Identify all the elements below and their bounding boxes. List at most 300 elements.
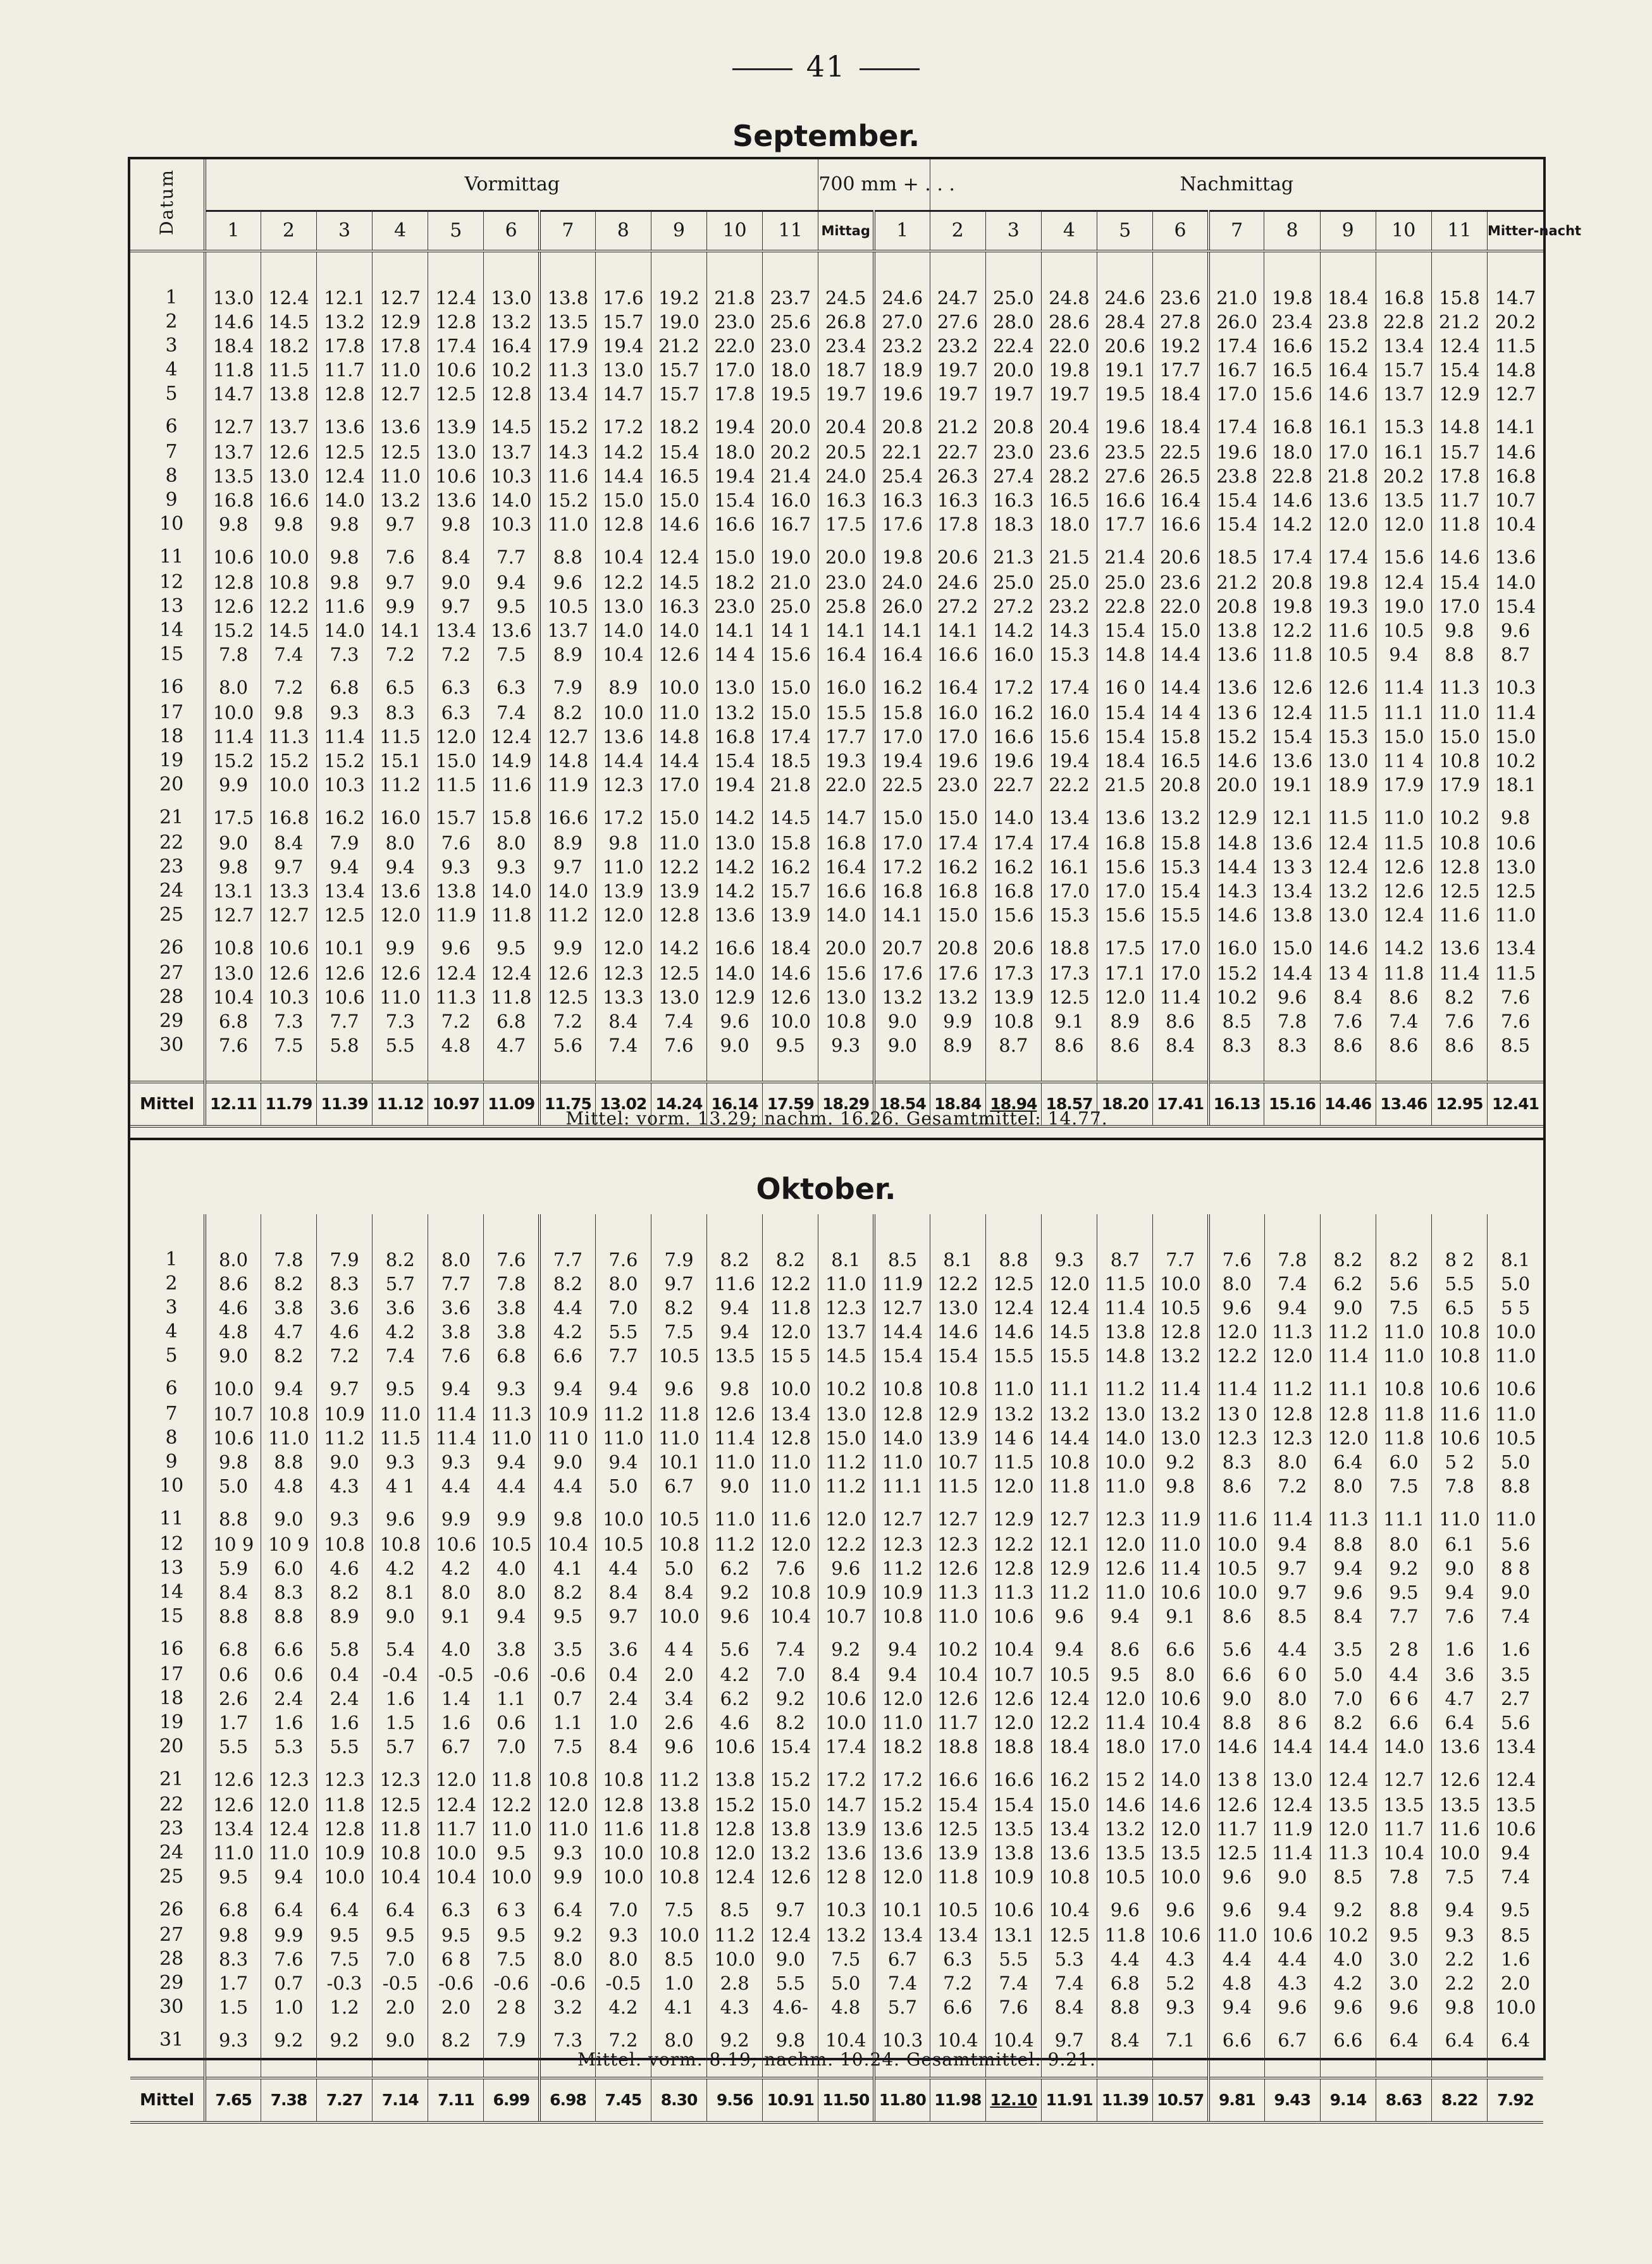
value-cell: 12.0 bbox=[1097, 1533, 1153, 1557]
value-cell: 13.3 bbox=[595, 986, 651, 1010]
value-cell: 11.0 bbox=[985, 1369, 1041, 1403]
value-cell: 0.6 bbox=[205, 1663, 261, 1687]
value-cell: 5.7 bbox=[373, 1735, 428, 1759]
value-cell: 11.1 bbox=[874, 1475, 930, 1499]
value-cell: 10.8 bbox=[1431, 749, 1487, 773]
mean-value: 10.97 bbox=[428, 1082, 484, 1126]
value-cell: 12.2 bbox=[818, 1533, 874, 1557]
value-cell: 19.0 bbox=[763, 537, 818, 571]
value-cell: 6.8 bbox=[1097, 1972, 1153, 1996]
value-cell: 1.6 bbox=[261, 1711, 316, 1735]
value-cell: 12.0 bbox=[874, 1687, 930, 1711]
value-cell: 13.2 bbox=[1153, 1344, 1209, 1369]
table-row bbox=[130, 797, 1543, 832]
value-cell: 6.6 bbox=[1320, 2020, 1376, 2054]
september-title: September. bbox=[732, 119, 920, 153]
value-cell: 2.0 bbox=[1488, 1972, 1543, 1996]
table-row bbox=[130, 1475, 1543, 1499]
date-cell: 29 bbox=[159, 1010, 184, 1032]
date-cell: 25 bbox=[159, 904, 184, 926]
value-cell: 10.8 bbox=[373, 1842, 428, 1866]
spacer-cell bbox=[763, 1058, 818, 1082]
value-cell: 10.4 bbox=[1042, 1890, 1097, 1924]
value-cell: 20.2 bbox=[763, 441, 818, 465]
date-cell: 20 bbox=[159, 1735, 184, 1757]
value-cell: 10.4 bbox=[985, 2020, 1041, 2054]
value-cell: 6.8 bbox=[484, 1344, 539, 1369]
value-cell: 17.8 bbox=[373, 335, 428, 359]
value-cell: 15.5 bbox=[985, 1344, 1041, 1369]
value-cell: 11.2 bbox=[874, 1557, 930, 1581]
value-cell: 14.0 bbox=[595, 619, 651, 643]
value-cell: 17.0 bbox=[1153, 962, 1209, 986]
value-cell: 12.6 bbox=[930, 1687, 985, 1711]
value-cell: 7.6 bbox=[373, 537, 428, 571]
value-cell: -0.6 bbox=[428, 1972, 484, 1996]
value-cell: 22.4 bbox=[985, 335, 1041, 359]
value-cell: 15.2 bbox=[1320, 335, 1376, 359]
mean-value: 9.56 bbox=[707, 2078, 763, 2122]
table-row bbox=[130, 701, 1543, 725]
value-cell: 6.8 bbox=[205, 1629, 261, 1663]
value-cell: 22.0 bbox=[1153, 595, 1209, 619]
value-cell: 10.2 bbox=[1209, 986, 1264, 1010]
value-cell: 12.4 bbox=[1320, 1759, 1376, 1793]
value-cell: 9.8 bbox=[595, 832, 651, 856]
value-cell: 11.8 bbox=[1376, 962, 1431, 986]
value-cell: 14.1 bbox=[1488, 407, 1543, 441]
value-cell: 11.9 bbox=[428, 904, 484, 928]
spacer-cell bbox=[1209, 1058, 1264, 1082]
value-cell: 14.5 bbox=[818, 1344, 874, 1369]
value-cell: 13.6 bbox=[818, 1842, 874, 1866]
table-row bbox=[130, 619, 1543, 643]
spacer-cell bbox=[595, 251, 651, 286]
value-cell: 26.0 bbox=[1209, 311, 1264, 335]
value-cell: 4.4 bbox=[428, 1475, 484, 1499]
value-cell: 12.3 bbox=[1264, 1427, 1320, 1451]
value-cell: 11.3 bbox=[261, 725, 316, 749]
date-cell: 15 bbox=[159, 1605, 184, 1627]
date-cell: 30 bbox=[159, 1996, 184, 2018]
value-cell: 9.4 bbox=[1209, 1996, 1264, 2020]
value-cell: 10.3 bbox=[1488, 667, 1543, 701]
spacer-cell bbox=[1153, 251, 1209, 286]
spacer-row bbox=[130, 251, 1543, 286]
value-cell: 7.7 bbox=[484, 537, 539, 571]
value-cell: 8.4 bbox=[595, 1010, 651, 1034]
value-cell: 11.7 bbox=[428, 1818, 484, 1842]
value-cell: 13.0 bbox=[595, 359, 651, 383]
value-cell: 9.7 bbox=[317, 1369, 373, 1403]
value-cell: 11.2 bbox=[818, 1475, 874, 1499]
value-cell: 12.7 bbox=[930, 1499, 985, 1533]
mean-value: 11.39 bbox=[316, 1082, 372, 1126]
date-cell: 27 bbox=[159, 1924, 184, 1946]
value-cell: 7.7 bbox=[428, 1272, 484, 1296]
value-cell: 16.8 bbox=[1097, 832, 1153, 856]
value-cell: 8.4 bbox=[1097, 2020, 1153, 2054]
spacer-cell bbox=[539, 1058, 595, 1082]
value-cell: 10.2 bbox=[484, 359, 539, 383]
value-cell: 6.4 bbox=[1432, 1711, 1488, 1735]
value-cell: 10.1 bbox=[651, 1451, 706, 1475]
value-cell: 7.6 bbox=[428, 832, 484, 856]
value-cell: 11.8 bbox=[317, 1793, 373, 1818]
value-cell: 16.1 bbox=[1320, 407, 1376, 441]
value-cell: 14.7 bbox=[1488, 286, 1543, 311]
value-cell: 3.4 bbox=[651, 1687, 706, 1711]
value-cell: 18.0 bbox=[1041, 513, 1097, 537]
value-cell: 12.3 bbox=[930, 1533, 985, 1557]
value-cell: 6.6 bbox=[1209, 2020, 1264, 2054]
date-cell: 27 bbox=[159, 962, 184, 984]
value-cell: 6.2 bbox=[1320, 1272, 1376, 1296]
hour-header: 1 bbox=[874, 211, 930, 252]
value-cell: 8.0 bbox=[428, 1581, 484, 1605]
table-row bbox=[130, 1793, 1543, 1818]
value-cell: 15.0 bbox=[930, 904, 985, 928]
value-cell: 11.0 bbox=[1376, 1344, 1431, 1369]
value-cell: 13.4 bbox=[428, 619, 484, 643]
spacer-cell bbox=[985, 1058, 1041, 1082]
value-cell: 13.4 bbox=[763, 1403, 818, 1427]
value-cell: 19.0 bbox=[1376, 595, 1431, 619]
value-cell: 6.4 bbox=[1376, 2020, 1431, 2054]
value-cell: 11.3 bbox=[930, 1581, 985, 1605]
table-row bbox=[130, 1711, 1543, 1735]
value-cell: 11.8 bbox=[930, 1866, 985, 1890]
value-cell: 13.6 bbox=[1042, 1842, 1097, 1866]
value-cell: 17.0 bbox=[1431, 595, 1487, 619]
value-cell: 24.6 bbox=[874, 286, 930, 311]
value-cell: 12.6 bbox=[763, 1866, 818, 1890]
value-cell: 18.4 bbox=[205, 335, 261, 359]
value-cell: 10.9 bbox=[874, 1581, 930, 1605]
value-cell: 8.2 bbox=[1320, 1248, 1376, 1272]
value-cell: 14.2 bbox=[595, 441, 651, 465]
spacer-cell bbox=[484, 1058, 539, 1082]
value-cell: 13.9 bbox=[595, 880, 651, 904]
value-cell: 10.4 bbox=[595, 537, 651, 571]
value-cell: 7.5 bbox=[1376, 1296, 1431, 1320]
value-cell: 11.0 bbox=[651, 1427, 706, 1451]
value-cell: 9.2 bbox=[707, 2020, 763, 2054]
value-cell: 12.6 bbox=[1097, 1557, 1153, 1581]
value-cell: 15.2 bbox=[874, 1793, 930, 1818]
value-cell: 14.6 bbox=[1097, 1793, 1153, 1818]
value-cell: 13.0 bbox=[1264, 1759, 1320, 1793]
value-cell: 15.4 bbox=[1209, 489, 1264, 513]
value-cell: 12.6 bbox=[707, 1403, 763, 1427]
spacer-cell bbox=[651, 1214, 706, 1248]
value-cell: 9.8 bbox=[1488, 797, 1543, 832]
value-cell: 11.8 bbox=[1431, 513, 1487, 537]
value-cell: 18.4 bbox=[1097, 749, 1153, 773]
value-cell: 14.2 bbox=[651, 928, 706, 962]
value-cell: 8.4 bbox=[595, 1581, 651, 1605]
value-cell: 17.5 bbox=[205, 797, 261, 832]
value-cell: 9.0 bbox=[261, 1499, 316, 1533]
value-cell: 13.9 bbox=[818, 1818, 874, 1842]
value-cell: 7.3 bbox=[261, 1010, 316, 1034]
value-cell: 13.4 bbox=[1488, 928, 1543, 962]
value-cell: 17.9 bbox=[1431, 773, 1487, 797]
value-cell: 12.0 bbox=[428, 725, 484, 749]
value-cell: 9.5 bbox=[484, 1924, 539, 1948]
value-cell: 5.0 bbox=[651, 1557, 706, 1581]
value-cell: 9.6 bbox=[1153, 1890, 1209, 1924]
value-cell: 10.6 bbox=[1153, 1924, 1209, 1948]
value-cell: 10.8 bbox=[874, 1605, 930, 1629]
value-cell: 15.0 bbox=[763, 701, 818, 725]
value-cell: 10.7 bbox=[205, 1403, 261, 1427]
value-cell: 15.7 bbox=[651, 359, 706, 383]
value-cell: 15.5 bbox=[1042, 1344, 1097, 1369]
value-cell: 8.8 bbox=[1209, 1711, 1264, 1735]
table-row bbox=[130, 1010, 1543, 1034]
mean-row bbox=[130, 2078, 1543, 2122]
value-cell: 8.3 bbox=[261, 1581, 316, 1605]
value-cell: 11.8 bbox=[763, 1296, 818, 1320]
value-cell: 11.8 bbox=[1264, 643, 1320, 667]
value-cell: 9.6 bbox=[1042, 1605, 1097, 1629]
table-row bbox=[130, 1948, 1543, 1972]
mean-value: 11.91 bbox=[1042, 2078, 1097, 2122]
value-cell: 5.2 bbox=[1153, 1972, 1209, 1996]
value-cell: 14.6 bbox=[651, 513, 706, 537]
value-cell: 13.5 bbox=[1376, 1793, 1431, 1818]
value-cell: 10.0 bbox=[595, 1842, 651, 1866]
table-row bbox=[130, 725, 1543, 749]
value-cell: 12.2 bbox=[763, 1272, 818, 1296]
value-cell: 9.8 bbox=[428, 513, 484, 537]
value-cell: 3.6 bbox=[373, 1296, 428, 1320]
value-cell: 15.6 bbox=[1376, 537, 1431, 571]
value-cell: 4.6 bbox=[317, 1320, 373, 1344]
value-cell: 16.6 bbox=[261, 489, 316, 513]
value-cell: 12.7 bbox=[874, 1499, 930, 1533]
value-cell: 3.2 bbox=[539, 1996, 595, 2020]
value-cell: 12.9 bbox=[1209, 797, 1264, 832]
value-cell: 9.4 bbox=[1376, 643, 1431, 667]
value-cell: 16.7 bbox=[1209, 359, 1264, 383]
value-cell: 14.6 bbox=[1320, 928, 1376, 962]
value-cell: 12.2 bbox=[261, 595, 316, 619]
value-cell: 10.6 bbox=[428, 359, 484, 383]
value-cell: 6 8 bbox=[428, 1948, 484, 1972]
value-cell: 10.9 bbox=[539, 1403, 595, 1427]
value-cell: 6.7 bbox=[428, 1735, 484, 1759]
value-cell: 8.5 bbox=[707, 1890, 763, 1924]
hour-header: 11 bbox=[1431, 211, 1487, 252]
september-table bbox=[130, 159, 1582, 1128]
value-cell: 13.6 bbox=[1209, 643, 1264, 667]
value-cell: 16.5 bbox=[1264, 359, 1320, 383]
value-cell: 11.6 bbox=[1432, 1818, 1488, 1842]
value-cell: 15.4 bbox=[1431, 359, 1487, 383]
value-cell: 10.6 bbox=[261, 928, 316, 962]
value-cell: 8.6 bbox=[1209, 1475, 1264, 1499]
value-cell: 8.2 bbox=[261, 1344, 316, 1369]
value-cell: 11.9 bbox=[539, 773, 595, 797]
value-cell: 8.6 bbox=[1209, 1605, 1264, 1629]
value-cell: 8.0 bbox=[595, 1948, 651, 1972]
value-cell: 17.0 bbox=[1153, 1735, 1209, 1759]
value-cell: 11.0 bbox=[484, 1427, 539, 1451]
value-cell: 14.4 bbox=[595, 465, 651, 489]
value-cell: 16.8 bbox=[1488, 465, 1543, 489]
value-cell: 10.5 bbox=[539, 595, 595, 619]
value-cell: 11 0 bbox=[539, 1427, 595, 1451]
mean-value: 9.14 bbox=[1320, 2078, 1376, 2122]
value-cell: 13.1 bbox=[205, 880, 261, 904]
value-cell: 16.2 bbox=[1042, 1759, 1097, 1793]
value-cell: 12.5 bbox=[1042, 1924, 1097, 1948]
spacer-cell bbox=[130, 1214, 205, 1248]
value-cell: 4.3 bbox=[1264, 1972, 1320, 1996]
value-cell: 13.8 bbox=[707, 1759, 763, 1793]
value-cell: 7.5 bbox=[317, 1948, 373, 1972]
value-cell: 3.5 bbox=[1488, 1663, 1543, 1687]
value-cell: 9.6 bbox=[1209, 1890, 1264, 1924]
value-cell: 12.2 bbox=[930, 1272, 985, 1296]
value-cell: 10.0 bbox=[1153, 1272, 1209, 1296]
mean-value: 18.20 bbox=[1097, 1082, 1153, 1126]
value-cell: 8.4 bbox=[1042, 1996, 1097, 2020]
value-cell: 11.3 bbox=[1320, 1842, 1376, 1866]
value-cell: 11.0 bbox=[261, 1842, 316, 1866]
value-cell: 7.8 bbox=[1264, 1010, 1320, 1034]
value-cell: 8.5 bbox=[1264, 1605, 1320, 1629]
value-cell: 17.4 bbox=[763, 725, 818, 749]
value-cell: 22.1 bbox=[874, 441, 930, 465]
value-cell: 4.7 bbox=[1432, 1687, 1488, 1711]
value-cell: 16.5 bbox=[1041, 489, 1097, 513]
value-cell: 14.4 bbox=[1153, 643, 1209, 667]
value-cell: 10.5 bbox=[1376, 619, 1431, 643]
value-cell: 13.9 bbox=[930, 1842, 985, 1866]
value-cell: 14.6 bbox=[1320, 383, 1376, 407]
value-cell: 9.2 bbox=[317, 2020, 373, 2054]
value-cell: 16.8 bbox=[1264, 407, 1320, 441]
value-cell: 10.4 bbox=[595, 643, 651, 667]
value-cell: 11.8 bbox=[484, 986, 539, 1010]
value-cell: 14.0 bbox=[316, 619, 372, 643]
value-cell: 1.1 bbox=[539, 1711, 595, 1735]
value-cell: 11.0 bbox=[874, 1451, 930, 1475]
value-cell: 4.8 bbox=[205, 1320, 261, 1344]
value-cell: 27.2 bbox=[930, 595, 985, 619]
value-cell: 7.2 bbox=[595, 2020, 651, 2054]
value-cell: 4.2 bbox=[373, 1320, 428, 1344]
value-cell: 7.6 bbox=[763, 1557, 818, 1581]
value-cell: -0.5 bbox=[373, 1972, 428, 1996]
value-cell: 25.4 bbox=[874, 465, 930, 489]
value-cell: 23.0 bbox=[763, 335, 818, 359]
value-cell: 9.5 bbox=[205, 1866, 261, 1890]
value-cell: 15.0 bbox=[1431, 725, 1487, 749]
value-cell: 10.3 bbox=[261, 986, 316, 1010]
spacer-cell bbox=[1320, 251, 1376, 286]
value-cell: 11.4 bbox=[205, 725, 261, 749]
value-cell: 8.6 bbox=[1376, 1034, 1431, 1058]
value-cell: 13.4 bbox=[316, 880, 372, 904]
value-cell: 14.1 bbox=[874, 619, 930, 643]
value-cell: 5.5 bbox=[763, 1972, 818, 1996]
value-cell: 10.6 bbox=[205, 537, 261, 571]
value-cell: 12.0 bbox=[1320, 1427, 1376, 1451]
value-cell: 8.5 bbox=[1209, 1010, 1264, 1034]
mean-value: 10.57 bbox=[1153, 2078, 1209, 2122]
value-cell: 10.7 bbox=[985, 1663, 1041, 1687]
value-cell: 8.9 bbox=[595, 667, 651, 701]
mean-value: 7.65 bbox=[205, 2078, 261, 2122]
value-cell: 13.2 bbox=[1097, 1818, 1153, 1842]
date-cell: 2 bbox=[165, 311, 178, 333]
value-cell: 8.5 bbox=[1320, 1866, 1376, 1890]
value-cell: 14.2 bbox=[706, 880, 762, 904]
spacer-cell bbox=[763, 251, 818, 286]
value-cell: 2.0 bbox=[373, 1996, 428, 2020]
value-cell: 14.1 bbox=[930, 619, 985, 643]
value-cell: 7.4 bbox=[1042, 1972, 1097, 1996]
value-cell: 19.7 bbox=[930, 359, 985, 383]
value-cell: 7.3 bbox=[539, 2020, 595, 2054]
value-cell: 8.8 bbox=[1097, 1996, 1153, 2020]
value-cell: 7.8 bbox=[205, 643, 261, 667]
value-cell: 16 0 bbox=[1097, 667, 1153, 701]
value-cell: 12.8 bbox=[595, 513, 651, 537]
value-cell: 11.0 bbox=[1097, 1581, 1153, 1605]
value-cell: 9.3 bbox=[317, 1499, 373, 1533]
value-cell: 10.0 bbox=[205, 1369, 261, 1403]
value-cell: 22.7 bbox=[930, 441, 985, 465]
value-cell: 17.7 bbox=[818, 725, 874, 749]
value-cell: 11.2 bbox=[1042, 1581, 1097, 1605]
value-cell: 15.0 bbox=[706, 537, 762, 571]
value-cell: 10.6 bbox=[985, 1605, 1041, 1629]
value-cell: 11.8 bbox=[373, 1818, 428, 1842]
value-cell: 9.6 bbox=[651, 1369, 706, 1403]
value-cell: 15 2 bbox=[1097, 1759, 1153, 1793]
date-cell: 6 bbox=[165, 1377, 178, 1400]
value-cell: 10.0 bbox=[763, 1369, 818, 1403]
value-cell: 8.8 bbox=[205, 1605, 261, 1629]
value-cell: 10.6 bbox=[1432, 1369, 1488, 1403]
value-cell: 11.4 bbox=[1431, 962, 1487, 986]
value-cell: 13.6 bbox=[1209, 667, 1264, 701]
value-cell: 13.9 bbox=[930, 1427, 985, 1451]
value-cell: 15.8 bbox=[763, 832, 818, 856]
value-cell: 14.7 bbox=[595, 383, 651, 407]
value-cell: 10.8 bbox=[373, 1533, 428, 1557]
value-cell: 13.6 bbox=[484, 619, 539, 643]
value-cell: 21.0 bbox=[1209, 286, 1264, 311]
value-cell: 25.0 bbox=[1097, 571, 1153, 595]
spacer-cell bbox=[930, 251, 985, 286]
value-cell: 17.0 bbox=[1320, 441, 1376, 465]
value-cell: 14 6 bbox=[985, 1427, 1041, 1451]
mean-value: 8.30 bbox=[651, 2078, 706, 2122]
value-cell: 12.7 bbox=[539, 725, 595, 749]
date-cell: 24 bbox=[159, 880, 184, 902]
value-cell: 23.8 bbox=[1209, 465, 1264, 489]
value-cell: 22.7 bbox=[985, 773, 1041, 797]
date-cell: 2 bbox=[165, 1272, 178, 1295]
value-cell: 14.4 bbox=[1264, 962, 1320, 986]
value-cell: 15.4 bbox=[1097, 619, 1153, 643]
